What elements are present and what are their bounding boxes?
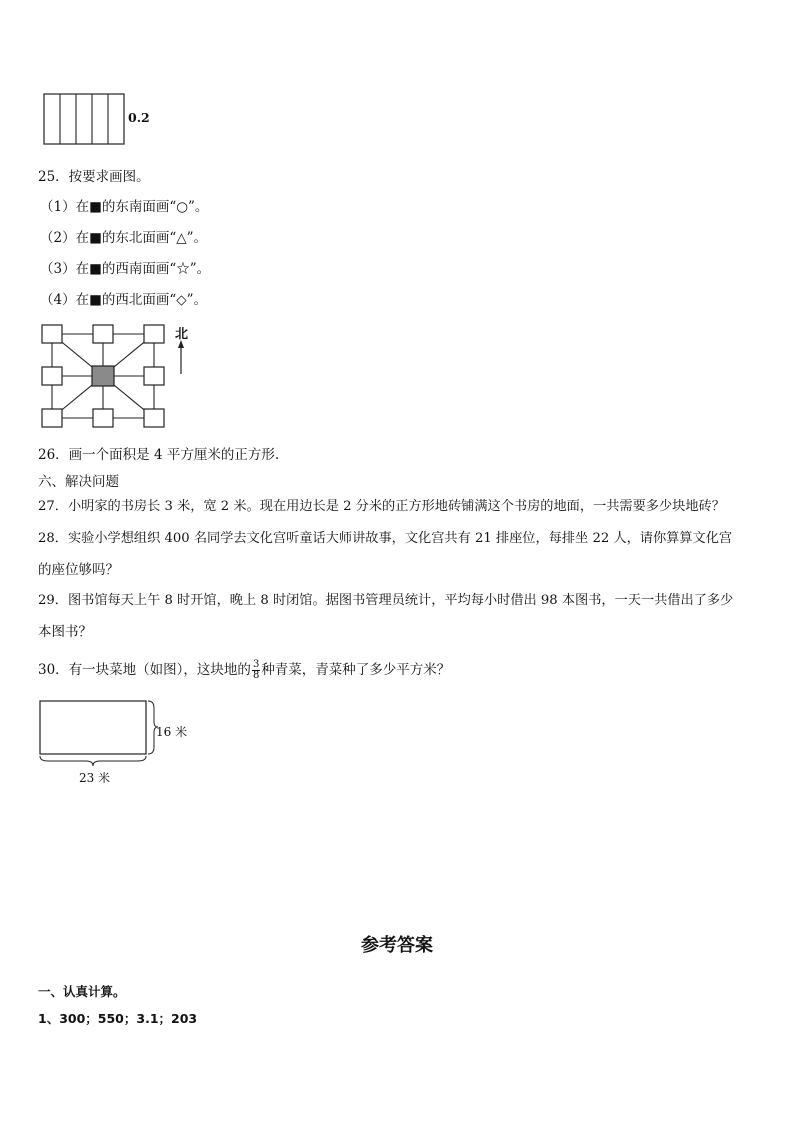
grid-square-ne — [144, 325, 164, 343]
q30-fraction — [252, 660, 260, 681]
grid-square-w — [42, 367, 62, 385]
section-6-heading: 六、解决问题 — [38, 474, 119, 490]
strip-value-label: 0.2 — [128, 110, 150, 125]
grid-square-center — [92, 366, 114, 386]
grid-square-s — [93, 409, 113, 427]
direction-grid-svg — [38, 320, 198, 432]
q27: 27．小明家的书房长 3 米，宽 2 米。现在用边长是 2 分米的正方形地砖铺满这个书房的地面，一共需要多少块地砖？ — [38, 499, 725, 514]
q25-item-4: （4）在■的西北面画“◇”。 — [40, 292, 208, 308]
q30-text-after: 种青菜，青菜种了多少平方米？ — [261, 662, 451, 678]
north-label: 北 — [175, 327, 189, 342]
q26: 26．画一个面积是 4 平方厘米的正方形. — [38, 447, 280, 463]
direction-grid-diagram — [38, 320, 198, 432]
grid-square-nw — [42, 325, 62, 343]
q28-line-2: 的座位够吗？ — [38, 562, 119, 578]
length-brace — [40, 756, 146, 766]
q30-fraction-numerator: 3 — [252, 659, 260, 670]
q30 — [38, 660, 450, 681]
answers-title: 参考答案 — [361, 935, 433, 956]
field-length-label: 23 米 — [79, 771, 111, 785]
q29-line-2: 本图书？ — [38, 624, 92, 640]
q28-line-1: 28．实验小学想组织 400 名同学去文化宫听童话大师讲故事，文化宫共有 21 排座位，每排坐 22 人，请你算算文化宫 — [38, 531, 733, 546]
answer-1: 1、300；550；3.1；203 — [38, 1011, 198, 1026]
grid-square-n — [93, 325, 113, 343]
q25-item-2: （2）在■的东北面画“△”。 — [40, 230, 208, 246]
q25-title: 25．按要求画图。 — [38, 169, 150, 185]
grid-square-sw — [42, 409, 62, 427]
q29-line-1: 29．图书馆每天上午 8 时开馆，晚上 8 时闭馆。据图书管理员统计，平均每小时借出 98 本图书，一天一共借出了多少 — [38, 593, 734, 608]
field-width-label: 16 米 — [156, 725, 188, 739]
q30-text-before: 30．有一块菜地（如图），这块地的 — [38, 662, 251, 678]
grid-square-e — [144, 367, 164, 385]
q25-item-1: （1）在■的东南面画“○”。 — [40, 199, 209, 215]
answers-section-1: 一、认真计算。 — [38, 984, 126, 999]
field-rectangle — [40, 701, 146, 754]
q30-fraction-denominator: 8 — [252, 670, 260, 681]
q25-item-3: （3）在■的西南面画“☆”。 — [40, 261, 211, 277]
grid-square-se — [144, 409, 164, 427]
